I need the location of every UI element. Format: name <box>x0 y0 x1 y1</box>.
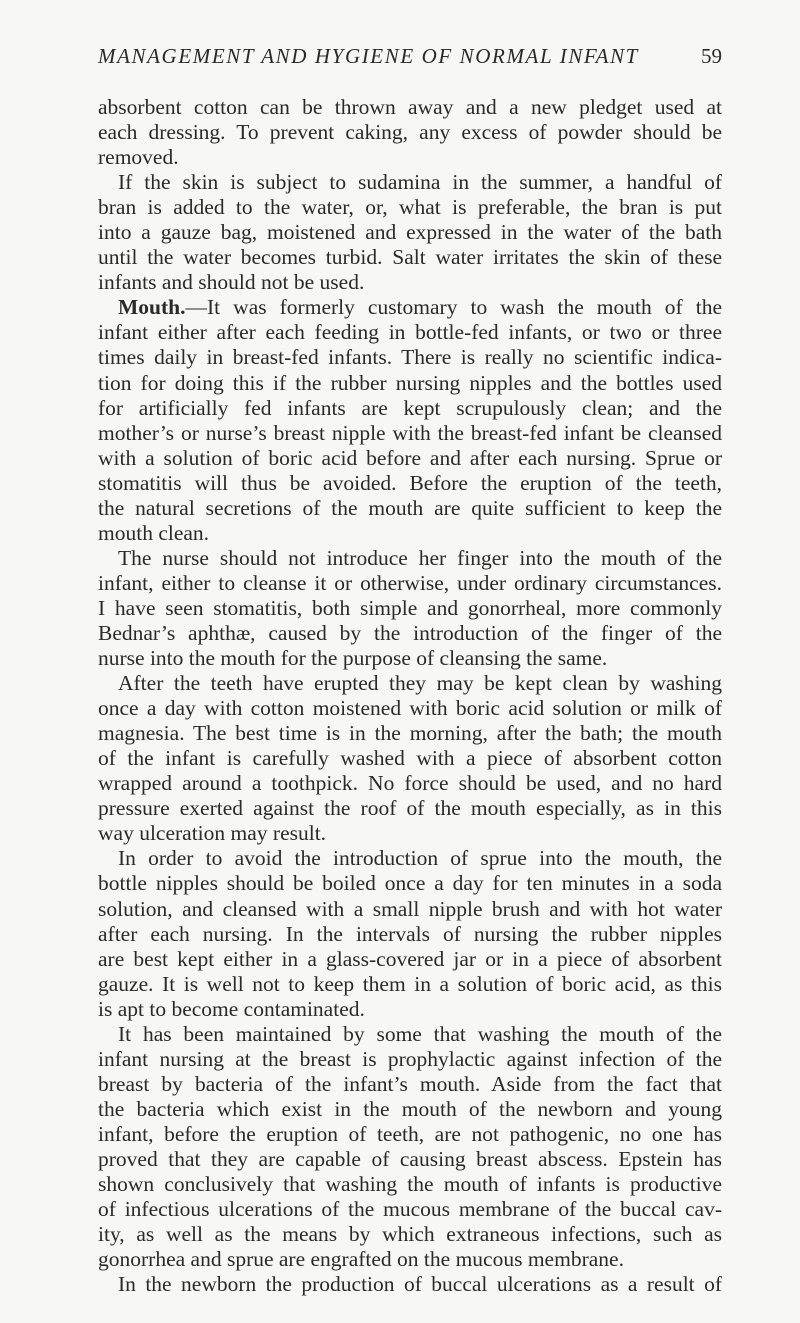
text-line <box>98 1097 722 1122</box>
text-line <box>98 796 722 821</box>
text-line <box>98 1272 722 1297</box>
text-line-content: of infectious ulcerations of the mucous membrane of the buccal cav- <box>98 1197 722 1222</box>
text-line <box>98 145 722 170</box>
text-line-content: the bacteria which exist in the mouth of the newborn and young <box>98 1096 722 1121</box>
text-line <box>98 95 722 120</box>
text-line-content: gauze. It is well not to keep them in a solution of boric acid, as this <box>98 971 722 996</box>
text-line-content: mouth clean. <box>98 520 210 545</box>
paragraph <box>98 846 722 1021</box>
text-line-content: for artificially fed infants are kept scrupulously clean; and the <box>98 395 722 420</box>
text-line-content: times daily in breast-fed infants. There is really no scientific indica- <box>98 345 722 370</box>
text-line <box>98 1047 722 1072</box>
text-line <box>98 671 722 696</box>
text-line-content: with a solution of boric acid before and after each nursing. Sprue or <box>98 445 722 470</box>
text-line-content: after each nursing. In the intervals of nursing the rubber nipples <box>98 921 722 946</box>
text-line <box>98 922 722 947</box>
text-line-content: breast by bacteria of the infant’s mouth. Aside from the fact that <box>98 1071 722 1096</box>
text-line-content: absorbent cotton can be thrown away and a new pledget used at <box>98 95 722 119</box>
text-line-content: I have seen stomatitis, both simple and gonorrheal, more commonly <box>98 595 722 620</box>
paragraph <box>98 170 722 295</box>
text-line-content: It has been maintained by some that washing the mouth of the <box>118 1021 722 1046</box>
text-line <box>98 195 722 220</box>
text-line <box>98 846 722 871</box>
text-line-content: bran is added to the water, or, what is preferable, the bran is put <box>98 195 722 220</box>
text-line-content: each dressing. To prevent caking, any excess of powder should be <box>98 120 722 145</box>
text-line <box>98 897 722 922</box>
text-line-content: mother’s or nurse’s breast nipple with the breast-fed infant be cleansed <box>98 420 722 445</box>
text-line <box>98 1247 722 1272</box>
text-line <box>98 521 722 546</box>
text-line <box>98 421 722 446</box>
paragraph <box>98 1022 722 1272</box>
text-line-content: —It was formerly customary to wash the mouth of the <box>185 295 722 320</box>
text-line <box>98 621 722 646</box>
text-line <box>98 546 722 571</box>
text-line <box>98 596 722 621</box>
text-line <box>98 120 722 145</box>
text-line-content: once a day with cotton moistened with boric acid solution or milk of <box>98 696 722 721</box>
text-line-content: In the newborn the production of buccal ulcerations as a result of <box>118 1272 722 1297</box>
text-line <box>98 295 722 320</box>
text-line-content: Bednar’s aphthæ, caused by the introduction of the finger of the <box>98 620 722 645</box>
text-line <box>98 1022 722 1047</box>
text-line <box>98 746 722 771</box>
text-line-content: tion for doing this if the rubber nursing nipples and the bottles used <box>98 370 722 395</box>
text-line <box>98 1197 722 1222</box>
page-body-text <box>98 95 722 1297</box>
text-line <box>98 1222 722 1247</box>
text-line <box>98 771 722 796</box>
text-line <box>98 320 722 345</box>
text-line <box>98 972 722 997</box>
text-line-content: are best kept either in a glass-covered jar or in a piece of absorbent <box>98 946 722 971</box>
text-line <box>98 220 722 245</box>
paragraph <box>98 671 722 846</box>
text-line <box>98 245 722 270</box>
text-line-content: In order to avoid the introduction of sprue into the mouth, the <box>118 846 722 871</box>
text-line-content: nurse into the mouth for the purpose of cleansing the same. <box>98 646 608 671</box>
text-line-content: removed. <box>98 145 179 170</box>
paragraph <box>98 546 722 671</box>
text-line-content: ity, as well as the means by which extraneous infections, such as <box>98 1222 722 1247</box>
text-line-content: proved that they are capable of causing breast abscess. Epstein has <box>98 1146 722 1171</box>
running-title: MANAGEMENT AND HYGIENE OF NORMAL INFANT <box>98 44 639 68</box>
text-line <box>98 345 722 370</box>
text-line <box>98 721 722 746</box>
text-line <box>98 947 722 972</box>
text-line-content: pressure exerted against the roof of the mouth especially, as in this <box>98 796 722 821</box>
paragraph <box>98 1272 722 1297</box>
text-line-content: gonorrhea and sprue are engrafted on the mucous membrane. <box>98 1247 624 1272</box>
text-line-content: magnesia. The best time is in the morning, after the bath; the mouth <box>98 721 722 746</box>
text-line-content: until the water becomes turbid. Salt water irritates the skin of these <box>98 245 722 270</box>
text-line <box>98 396 722 421</box>
text-line <box>98 1172 722 1197</box>
text-line-content: The nurse should not introduce her finger into the mouth of the <box>118 545 722 570</box>
text-line <box>98 270 722 295</box>
text-line-content: solution, and cleansed with a small nipple brush and with hot water <box>98 896 722 921</box>
text-line-content: infant, either to cleanse it or otherwise, under ordinary circumstances. <box>98 570 722 595</box>
text-line-content: wrapped around a toothpick. No force should be used, and no hard <box>98 771 722 796</box>
text-line <box>98 1147 722 1172</box>
text-line <box>98 446 722 471</box>
text-line <box>98 1122 722 1147</box>
text-line <box>98 1072 722 1097</box>
text-line-content: After the teeth have erupted they may be kept clean by washing <box>118 671 722 696</box>
section-run-in-heading: Mouth. <box>118 295 186 320</box>
text-line-content: infant nursing at the breast is prophylactic against infection of the <box>98 1046 722 1071</box>
text-line-content: stomatitis will thus be avoided. Before the eruption of the teeth, <box>98 470 722 495</box>
text-line <box>98 371 722 396</box>
text-line-content: bottle nipples should be boiled once a day for ten minutes in a soda <box>98 871 722 896</box>
text-line <box>98 871 722 896</box>
text-line-content: way ulceration may result. <box>98 821 327 846</box>
text-line-content: is apt to become contaminated. <box>98 996 365 1021</box>
text-line-content: infant, before the eruption of teeth, are not pathogenic, no one has <box>98 1121 722 1146</box>
text-line-content: into a gauze bag, moistened and expressed in the water of the bath <box>98 220 722 245</box>
text-line <box>98 471 722 496</box>
text-line-content: shown conclusively that washing the mouth of infants is productive <box>98 1172 722 1197</box>
paragraph <box>98 295 722 545</box>
paragraph <box>98 95 722 170</box>
text-line-content: infants and should not be used. <box>98 270 365 295</box>
text-line-content: If the skin is subject to sudamina in the summer, a handful of <box>118 170 722 195</box>
text-line <box>98 170 722 195</box>
page-header <box>98 44 722 74</box>
text-line <box>98 571 722 596</box>
text-line <box>98 496 722 521</box>
text-line-content: of the infant is carefully washed with a piece of absorbent cotton <box>98 746 722 771</box>
text-line <box>98 997 722 1022</box>
text-line-content: infant either after each feeding in bottle-fed infants, or two or three <box>98 320 722 345</box>
text-line <box>98 821 722 846</box>
text-line-content: the natural secretions of the mouth are quite sufficient to keep the <box>98 495 722 520</box>
text-line <box>98 696 722 721</box>
page-number: 59 <box>701 44 722 68</box>
text-line <box>98 646 722 671</box>
